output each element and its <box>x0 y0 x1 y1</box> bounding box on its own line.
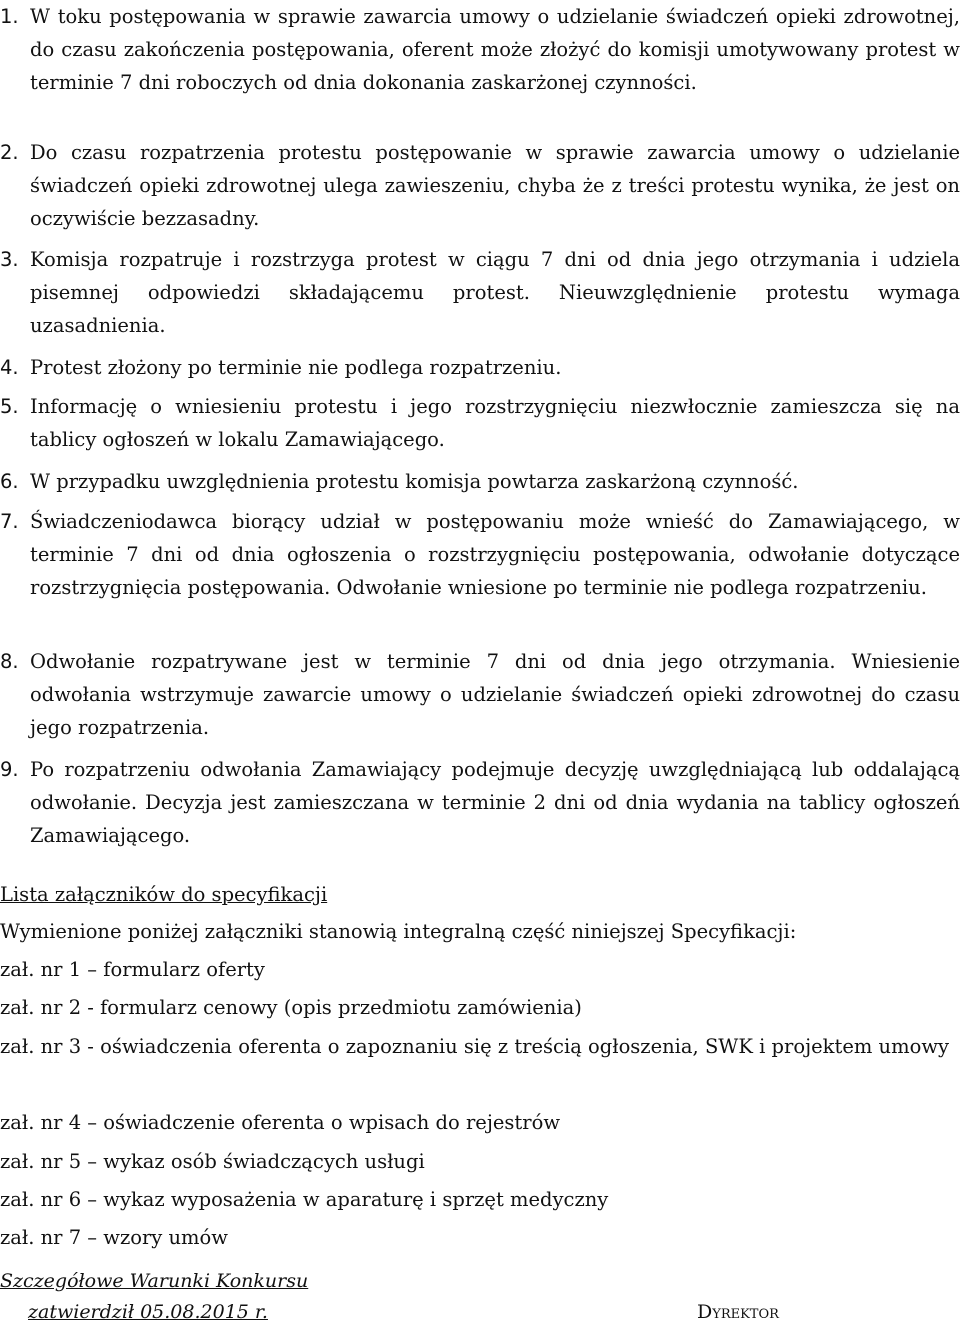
paragraph-3 <box>0 243 960 342</box>
paragraph-9 <box>0 753 960 852</box>
footer-title: Szczegółowe Warunki Konkursu <box>0 1270 309 1292</box>
paragraph-text: Protest złożony po terminie nie podlega rozpatrzeniu. <box>30 356 562 379</box>
attachments-intro: Wymienione poniżej załączniki stanowią integralną część niniejszej Specyfikacji: <box>0 920 797 943</box>
paragraph-number: 6. <box>0 470 19 493</box>
paragraph-text: Do czasu rozpatrzenia protestu postępowanie w sprawie zawarcia umowy o udzielanie świadczeń opieki zdrowotnej ulega zawieszeniu, chyba że z treści protestu wynika, że jest on oczywiście bezzasadny. <box>30 141 960 230</box>
paragraph-text: Świadczeniodawca biorący udział w postępowaniu może wnieść do Zamawiającego, w terminie 7 dni od dnia ogłoszenia o rozstrzygnięciu postępowania, odwołanie dotyczące rozstrzygnięcia postępowania. Odwołanie wniesione po terminie nie podlega rozpatrzeniu. <box>30 510 960 599</box>
paragraph-text: Komisja rozpatruje i rozstrzyga protest w ciągu 7 dni od dnia jego otrzymania i udziela pisemnej odpowiedzi składającemu protest. Nieuwzględnienie protestu wymaga uzasadnienia. <box>30 248 960 337</box>
paragraph-4 <box>0 351 960 384</box>
paragraph-number: 9. <box>0 758 19 781</box>
paragraph-text: W przypadku uwzględnienia protestu komisja powtarza zaskarżoną czynność. <box>30 470 799 493</box>
attachment-item: zał. nr 6 – wykaz wyposażenia w aparaturę i sprzęt medyczny <box>0 1188 609 1211</box>
paragraph-number: 8. <box>0 650 19 673</box>
attachment-item: zał. nr 3 - oświadczenia oferenta o zapoznaniu się z treścią ogłoszenia, SWK i projektem umowy <box>0 1035 950 1058</box>
attachment-item: zał. nr 4 – oświadczenie oferenta o wpisach do rejestrów <box>0 1111 561 1134</box>
paragraph-number: 7. <box>0 510 19 533</box>
paragraph-text: Po rozpatrzeniu odwołania Zamawiający podejmuje decyzję uwzględniającą lub oddalającą odwołanie. Decyzja jest zamieszczana w terminie 2 dni od dnia wydania na tablicy ogłoszeń Zamawiającego. <box>30 758 960 847</box>
paragraph-2 <box>0 136 960 235</box>
paragraph-text: W toku postępowania w sprawie zawarcia umowy o udzielanie świadczeń opieki zdrowotnej, do czasu zakończenia postępowania, oferent może złożyć do komisji umotywowany protest w terminie 7 dni roboczych od dnia dokonania zaskarżonej czynności. <box>30 5 960 94</box>
paragraph-8 <box>0 645 960 744</box>
paragraph-number: 1. <box>0 5 19 28</box>
attachment-item: zał. nr 7 – wzory umów <box>0 1226 228 1249</box>
attachment-item: zał. nr 1 – formularz oferty <box>0 958 265 981</box>
footer-approved: zatwierdził 05.08.2015 r. <box>28 1301 268 1323</box>
paragraph-number: 5. <box>0 395 19 418</box>
paragraph-number: 2. <box>0 141 19 164</box>
paragraph-1 <box>0 0 960 99</box>
paragraph-number: 3. <box>0 248 19 271</box>
attachment-item: zał. nr 2 - formularz cenowy (opis przedmiotu zamówienia) <box>0 996 582 1019</box>
attachment-item: zał. nr 5 – wykaz osób świadczących usługi <box>0 1150 425 1173</box>
paragraph-text: Odwołanie rozpatrywane jest w terminie 7 dni od dnia jego otrzymania. Wniesienie odwołania wstrzymuje zawarcie umowy o udzielanie świadczeń opieki zdrowotnej do czasu jego rozpatrzenia. <box>30 650 960 739</box>
paragraph-5 <box>0 390 960 456</box>
signatory-label: Dyrektor <box>697 1301 779 1323</box>
paragraph-text: Informację o wniesieniu protestu i jego rozstrzygnięciu niezwłocznie zamieszcza się na tablicy ogłoszeń w lokalu Zamawiającego. <box>30 395 960 451</box>
paragraph-number: 4. <box>0 356 19 379</box>
paragraph-6 <box>0 465 960 498</box>
attachments-heading: Lista załączników do specyfikacji <box>0 883 328 906</box>
paragraph-7 <box>0 505 960 604</box>
